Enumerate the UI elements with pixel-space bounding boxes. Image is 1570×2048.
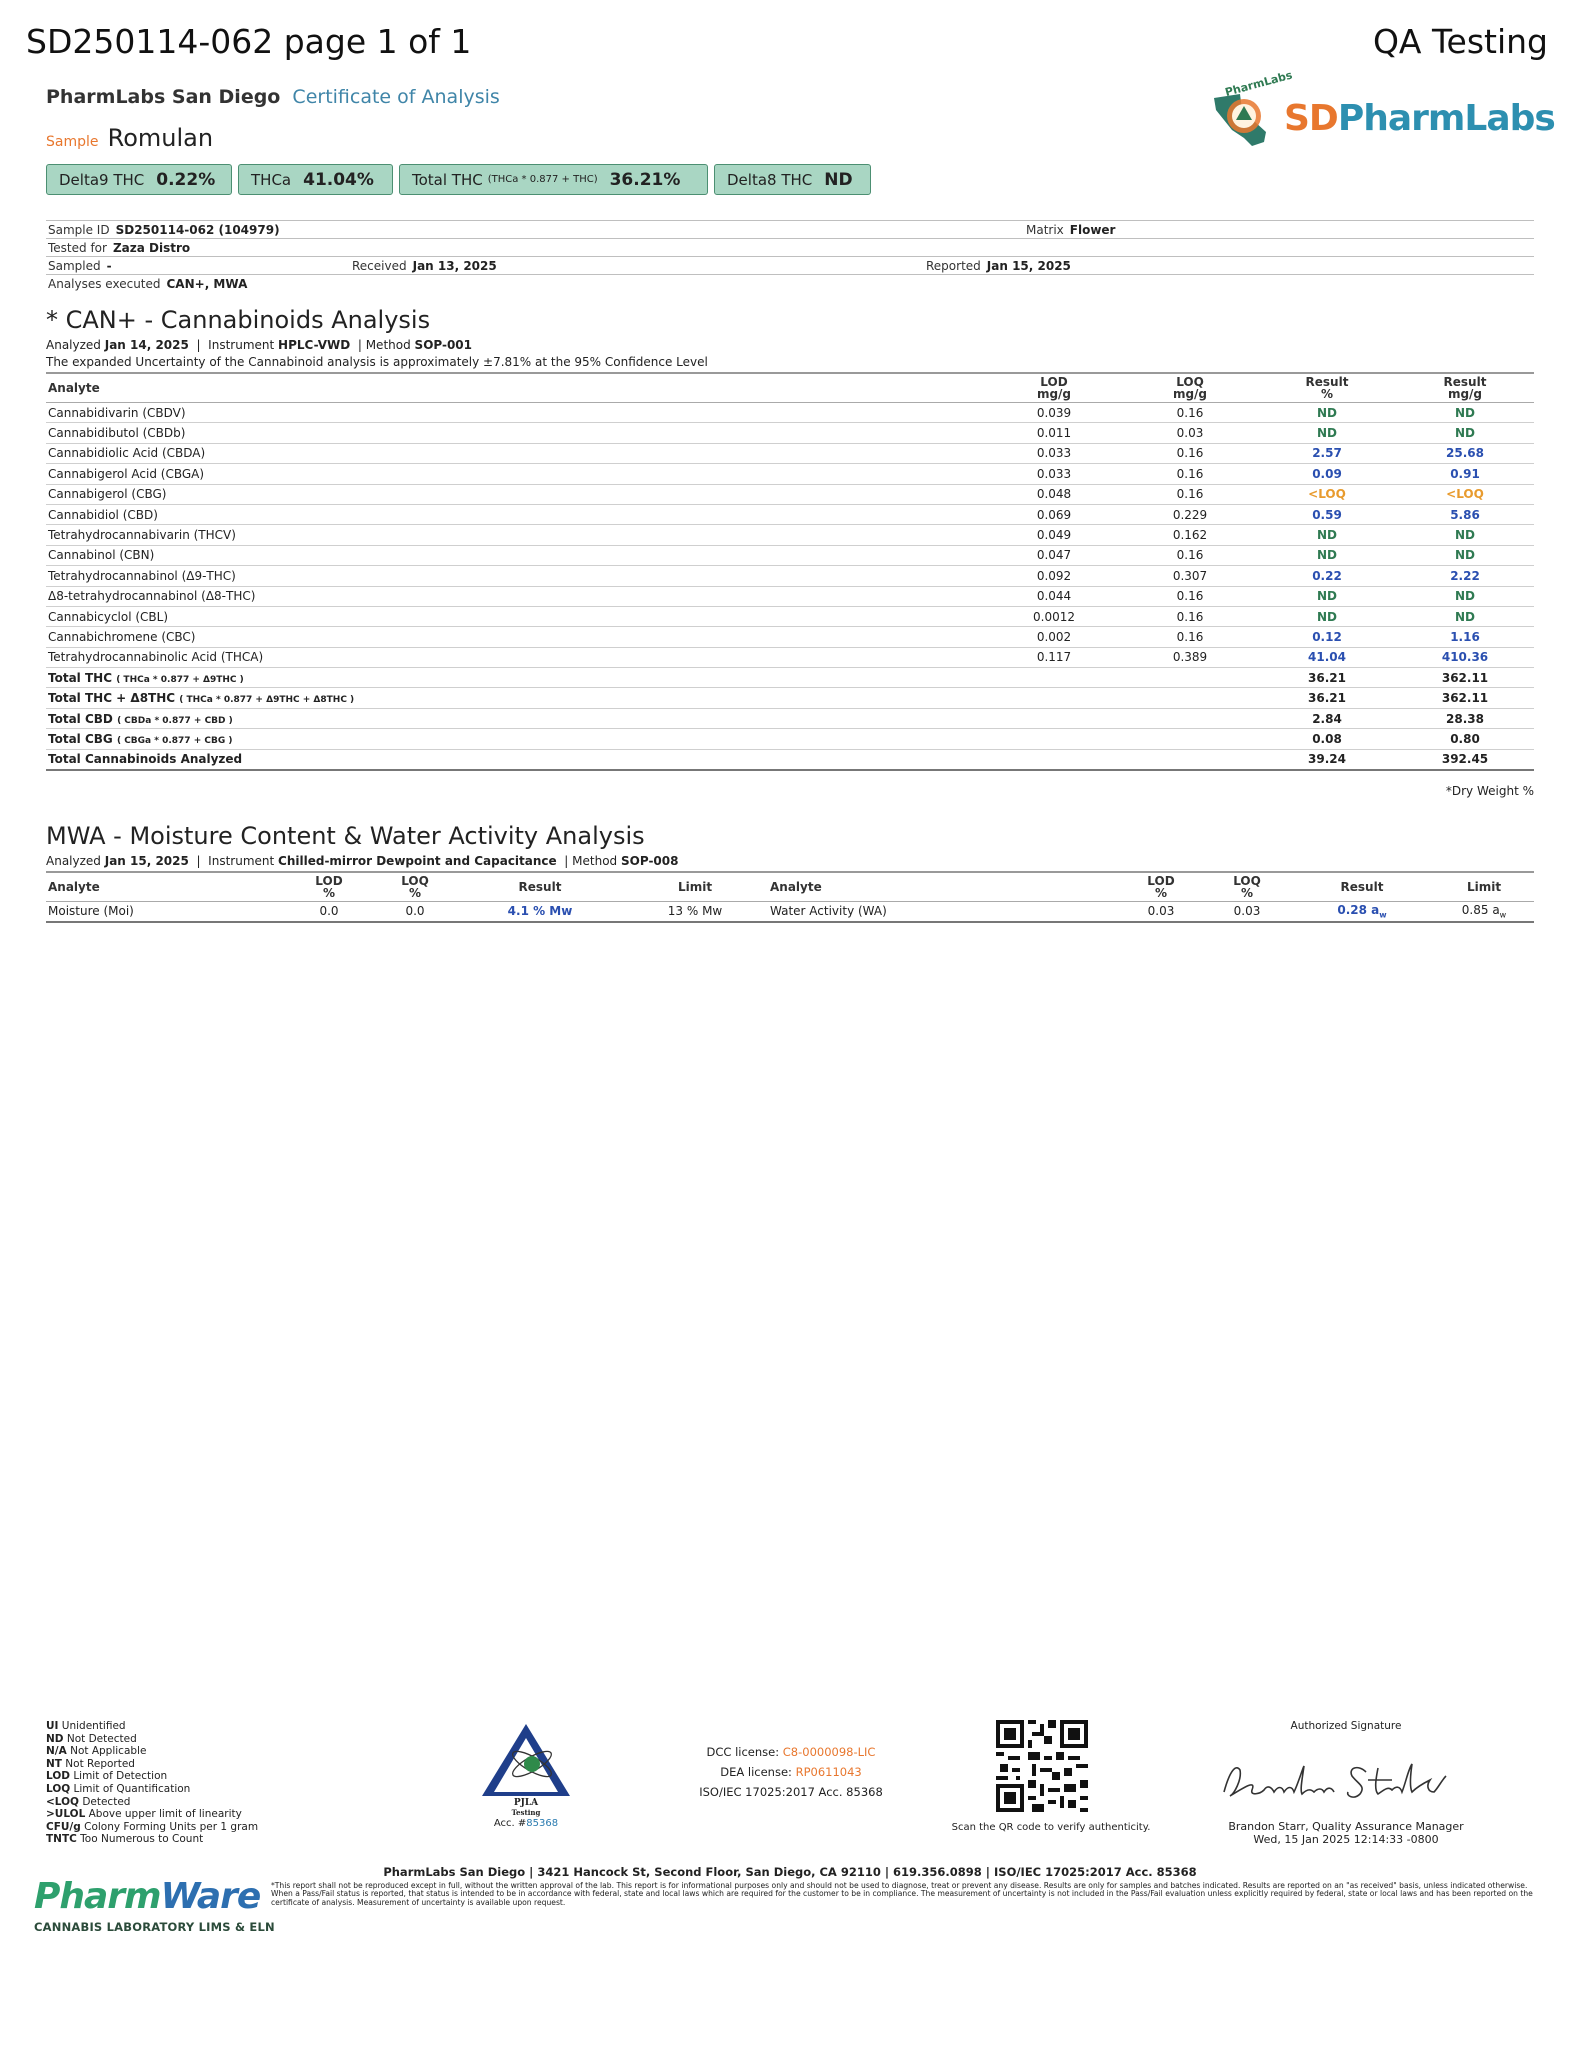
analyte-name: Cannabichromene (CBC): [46, 627, 986, 647]
result-mg: ND: [1396, 423, 1534, 443]
table-row: [46, 545, 1534, 565]
abbreviation-legend: [46, 1720, 258, 1846]
total-pct: 0.08: [1258, 729, 1396, 749]
pharmware-logo: PharmWare CANNABIS LABORATORY LIMS & ELN: [34, 1876, 275, 1934]
table-row: [46, 484, 1534, 504]
can-section-title: * CAN+ - Cannabinoids Analysis: [46, 306, 431, 334]
result-pct: <LOQ: [1258, 484, 1396, 504]
table-row: [46, 403, 1534, 423]
lod-value: 0.033: [986, 443, 1122, 463]
legend-item: LOD Limit of Detection: [46, 1770, 168, 1783]
lod-value: 0.039: [986, 403, 1122, 423]
result-pct: ND: [1258, 606, 1396, 626]
legend-item: TNTC Too Numerous to Count: [46, 1833, 204, 1846]
total-mg: 362.11: [1396, 668, 1534, 688]
loq-value: 0.16: [1122, 606, 1258, 626]
received-date: Jan 13, 2025: [412, 259, 497, 273]
table-row: Moisture (Moi) 0.0 0.0 4.1 % Mw 13 % Mw Water Activity (WA) 0.03 0.03 0.28 $a_w$ 0.85 $a_w$: [46, 902, 1534, 922]
qr-caption: Scan the QR code to verify authenticity.: [951, 1822, 1151, 1833]
result-mg: 5.86: [1396, 504, 1534, 524]
sample-name: Romulan: [107, 124, 214, 152]
analyte-name: Cannabigerol (CBG): [46, 484, 986, 504]
result-pct: 2.57: [1258, 443, 1396, 463]
result-pct: ND: [1258, 403, 1396, 423]
result-mg: 1.16: [1396, 627, 1534, 647]
result-pct: 41.04: [1258, 647, 1396, 667]
result-mg: ND: [1396, 586, 1534, 606]
table-row: [46, 464, 1534, 484]
sampled: -: [106, 259, 112, 273]
loq-value: 0.389: [1122, 647, 1258, 667]
legend-item: NT Not Reported: [46, 1757, 135, 1770]
result-mg: 25.68: [1396, 443, 1534, 463]
sample-label: Sample: [46, 134, 99, 150]
table-header-row: [46, 373, 1534, 403]
total-row: [46, 708, 1534, 728]
pill-total-thc: Total THC (THCa * 0.877 + THC) 36.21%: [399, 164, 708, 195]
result-mg: ND: [1396, 545, 1534, 565]
loq-value: 0.16: [1122, 443, 1258, 463]
signer-name: Brandon Starr, Quality Assurance Manager: [1228, 1820, 1464, 1833]
result-pct: 0.22: [1258, 566, 1396, 586]
dcc-license: C8-0000098-LIC: [782, 1745, 876, 1759]
lab-address: PharmLabs San Diego | 3421 Hancock St, Second Floor, San Diego, CA 92110 | 619.356.0898 | ISO/IEC 17025:2017 Acc. 85368: [383, 1865, 1197, 1879]
col-lod: LOD mg/g: [986, 373, 1122, 403]
table-row: [46, 504, 1534, 524]
analyte-name: Cannabidiolic Acid (CBDA): [46, 443, 986, 463]
qa-testing-label: QA Testing: [1372, 22, 1548, 61]
document-type: Certificate of Analysis: [292, 86, 500, 108]
table-header-row: Analyte LOD % LOQ % Result Limit Analyte LOD % LOQ % Result Limit: [46, 872, 1534, 902]
result-pct: ND: [1258, 545, 1396, 565]
total-pct: 39.24: [1258, 749, 1396, 769]
sample-info-block: [46, 220, 1534, 292]
total-pct: 36.21: [1258, 688, 1396, 708]
lod-value: 0.011: [986, 423, 1122, 443]
total-mg: 28.38: [1396, 708, 1534, 728]
disclaimer: *This report shall not be reproduced except in full, without the written approval of the lab. This report is for informational purposes only and should not be used to diagnose, treat or prevent any disease. Results are only for samples and batches indicated. Results are reported on an "as received" basis, unless indicated otherwise. When a Pass/Fail status is reported, that status is intended to be in accordance with federal, state and local laws which are required for the customer to be in compliance. The measurement of uncertainty is not included in the Pass/Fail evaluation unless explicitly required by federal, state or local laws and has been reported on the certificate of analysis. Measurement of uncertainty is available upon request.: [271, 1881, 1533, 1907]
total-label: Total CBD ( CBDa * 0.877 + CBD ): [46, 708, 986, 728]
analyte-name: Tetrahydrocannabinolic Acid (THCA): [46, 647, 986, 667]
total-label: Total CBG ( CBGa * 0.877 + CBG ): [46, 729, 986, 749]
pill-thca: THCa 41.04%: [238, 164, 393, 195]
info-row: Tested for Zaza Distro: [46, 238, 1534, 256]
legend-item: LOQ Limit of Quantification: [46, 1782, 191, 1795]
total-pct: 2.84: [1258, 708, 1396, 728]
lab-name: PharmLabs San Diego: [46, 86, 281, 108]
sdpharmlabs-logo: [1204, 68, 1555, 160]
result-mg: 2.22: [1396, 566, 1534, 586]
result-pct: 0.12: [1258, 627, 1396, 647]
col-result-pct: Result %: [1258, 373, 1396, 403]
lod-value: 0.047: [986, 545, 1122, 565]
col-result-mg: Result mg/g: [1396, 373, 1534, 403]
legend-item: CFU/g Colony Forming Units per 1 gram: [46, 1820, 259, 1833]
total-label: Total THC + Δ8THC ( THCa * 0.877 + Δ9THC + Δ8THC ): [46, 688, 986, 708]
total-mg: 0.80: [1396, 729, 1534, 749]
result-pct: 0.09: [1258, 464, 1396, 484]
loq-value: 0.16: [1122, 484, 1258, 504]
loq-value: 0.229: [1122, 504, 1258, 524]
lab-heading: [46, 86, 500, 108]
analyte-name: Cannabidibutol (CBDb): [46, 423, 986, 443]
total-row: [46, 668, 1534, 688]
loq-value: 0.16: [1122, 464, 1258, 484]
legend-item: ND Not Detected: [46, 1732, 137, 1745]
col-analyte: Analyte: [46, 373, 986, 403]
result-mg: <LOQ: [1396, 484, 1534, 504]
table-row: [46, 647, 1534, 667]
tested-for: Zaza Distro: [112, 241, 191, 255]
info-row: Sample ID SD250114-062 (104979) Matrix Flower: [46, 220, 1534, 238]
can-meta: Analyzed Jan 14, 2025 | Instrument HPLC-VWD | Method SOP-001: [46, 338, 473, 352]
legend-item: UI Unidentified: [46, 1720, 126, 1732]
cannabinoids-table: [46, 372, 1534, 771]
total-mg: 392.45: [1396, 749, 1534, 769]
legend-item: N/A Not Applicable: [46, 1745, 147, 1758]
loq-value: 0.16: [1122, 586, 1258, 606]
analyte-name: Cannabicyclol (CBL): [46, 606, 986, 626]
lod-value: 0.0012: [986, 606, 1122, 626]
total-label: Total Cannabinoids Analyzed: [46, 749, 986, 769]
loq-value: 0.16: [1122, 545, 1258, 565]
analyte-name: Tetrahydrocannabivarin (THCV): [46, 525, 986, 545]
pjla-logo-icon: [466, 1720, 586, 1800]
pill-delta9-thc: Delta9 THC 0.22%: [46, 164, 232, 195]
handwritten-signature-icon: [1216, 1750, 1476, 1810]
lod-value: 0.002: [986, 627, 1122, 647]
signed-timestamp: Wed, 15 Jan 2025 12:14:33 -0800: [1253, 1833, 1439, 1846]
sample-heading: [46, 124, 213, 152]
lod-value: 0.069: [986, 504, 1122, 524]
mwa-meta: Analyzed Jan 15, 2025 | Instrument Chilled-mirror Dewpoint and Capacitance | Method SOP-008: [46, 854, 679, 868]
result-mg: 0.91: [1396, 464, 1534, 484]
lod-value: 0.048: [986, 484, 1122, 504]
loq-value: 0.307: [1122, 566, 1258, 586]
loq-value: 0.03: [1122, 423, 1258, 443]
table-row: [46, 586, 1534, 606]
logo-wordmark: SDPharmLabs: [1284, 98, 1555, 139]
result-pct: ND: [1258, 586, 1396, 606]
analyses-executed: CAN+, MWA: [166, 277, 248, 291]
mwa-section-title: MWA - Moisture Content & Water Activity Analysis: [46, 822, 645, 850]
lod-value: 0.049: [986, 525, 1122, 545]
table-row: [46, 606, 1534, 626]
result-pct: ND: [1258, 525, 1396, 545]
result-mg: ND: [1396, 525, 1534, 545]
total-row: [46, 688, 1534, 708]
svg-text:PharmLabs: PharmLabs: [1223, 68, 1294, 99]
document-id-page: SD250114-062 page 1 of 1: [26, 22, 472, 61]
table-row: [46, 423, 1534, 443]
total-label: Total THC ( THCa * 0.877 + Δ9THC ): [46, 668, 986, 688]
qr-code-icon[interactable]: [996, 1720, 1088, 1812]
pjla-accreditation: PJLA Testing Acc. #85368: [466, 1720, 586, 1830]
lod-value: 0.092: [986, 566, 1122, 586]
analyte-name: Cannabidiol (CBD): [46, 504, 986, 524]
loq-value: 0.16: [1122, 403, 1258, 423]
uncertainty-note: The expanded Uncertainty of the Cannabinoid analysis is approximately ±7.81% at the 95% Confidence Level: [46, 355, 708, 369]
california-map-icon: [1204, 68, 1294, 160]
info-row: Sampled - Received Jan 13, 2025 Reported Jan 15, 2025: [46, 256, 1534, 274]
total-mg: 362.11: [1396, 688, 1534, 708]
total-row: [46, 729, 1534, 749]
result-pct: ND: [1258, 423, 1396, 443]
reported-date: Jan 15, 2025: [986, 259, 1071, 273]
info-row: Analyses executed CAN+, MWA: [46, 274, 1534, 292]
total-row: [46, 749, 1534, 769]
result-mg: ND: [1396, 606, 1534, 626]
col-loq: LOQ mg/g: [1122, 373, 1258, 403]
license-info: DCC license: C8-0000098-LIC DEA license: RP0611043 ISO/IEC 17025:2017 Acc. 85368: [699, 1745, 883, 1799]
total-pct: 36.21: [1258, 668, 1396, 688]
water-activity-result: 0.28 $a_w$: [1290, 902, 1434, 922]
legend-item: >ULOL Above upper limit of linearity: [46, 1808, 242, 1821]
dry-weight-note: *Dry Weight %: [1445, 784, 1534, 798]
moisture-result: 4.1 % Mw: [458, 902, 622, 922]
table-row: [46, 566, 1534, 586]
result-mg: 410.36: [1396, 647, 1534, 667]
sample-id: SD250114-062 (104979): [115, 223, 280, 237]
table-row: [46, 525, 1534, 545]
loq-value: 0.16: [1122, 627, 1258, 647]
footer: [34, 1720, 1534, 1940]
lod-value: 0.033: [986, 464, 1122, 484]
result-pct: 0.59: [1258, 504, 1396, 524]
lod-value: 0.044: [986, 586, 1122, 606]
analyte-name: Cannabidivarin (CBDV): [46, 403, 986, 423]
lod-value: 0.117: [986, 647, 1122, 667]
top-bar: [26, 22, 1548, 66]
table-row: [46, 627, 1534, 647]
loq-value: 0.162: [1122, 525, 1258, 545]
analyte-name: Δ8-tetrahydrocannabinol (Δ8-THC): [46, 586, 986, 606]
legend-item: <LOQ Detected: [46, 1795, 131, 1808]
result-mg: ND: [1396, 403, 1534, 423]
pill-delta8-thc: Delta8 THC ND: [714, 164, 871, 195]
analyte-name: Tetrahydrocannabinol (Δ9-THC): [46, 566, 986, 586]
moisture-table: [46, 871, 1534, 923]
matrix: Flower: [1069, 223, 1116, 237]
dea-license: RP0611043: [795, 1765, 862, 1779]
authorized-signature: Authorized Signature Brandon Starr, Quality Assurance Manager Wed, 15 Jan 2025 12:14:33 -0800: [1196, 1720, 1496, 1732]
analyte-name: Cannabigerol Acid (CBGA): [46, 464, 986, 484]
analyte-name: Cannabinol (CBN): [46, 545, 986, 565]
table-row: [46, 443, 1534, 463]
